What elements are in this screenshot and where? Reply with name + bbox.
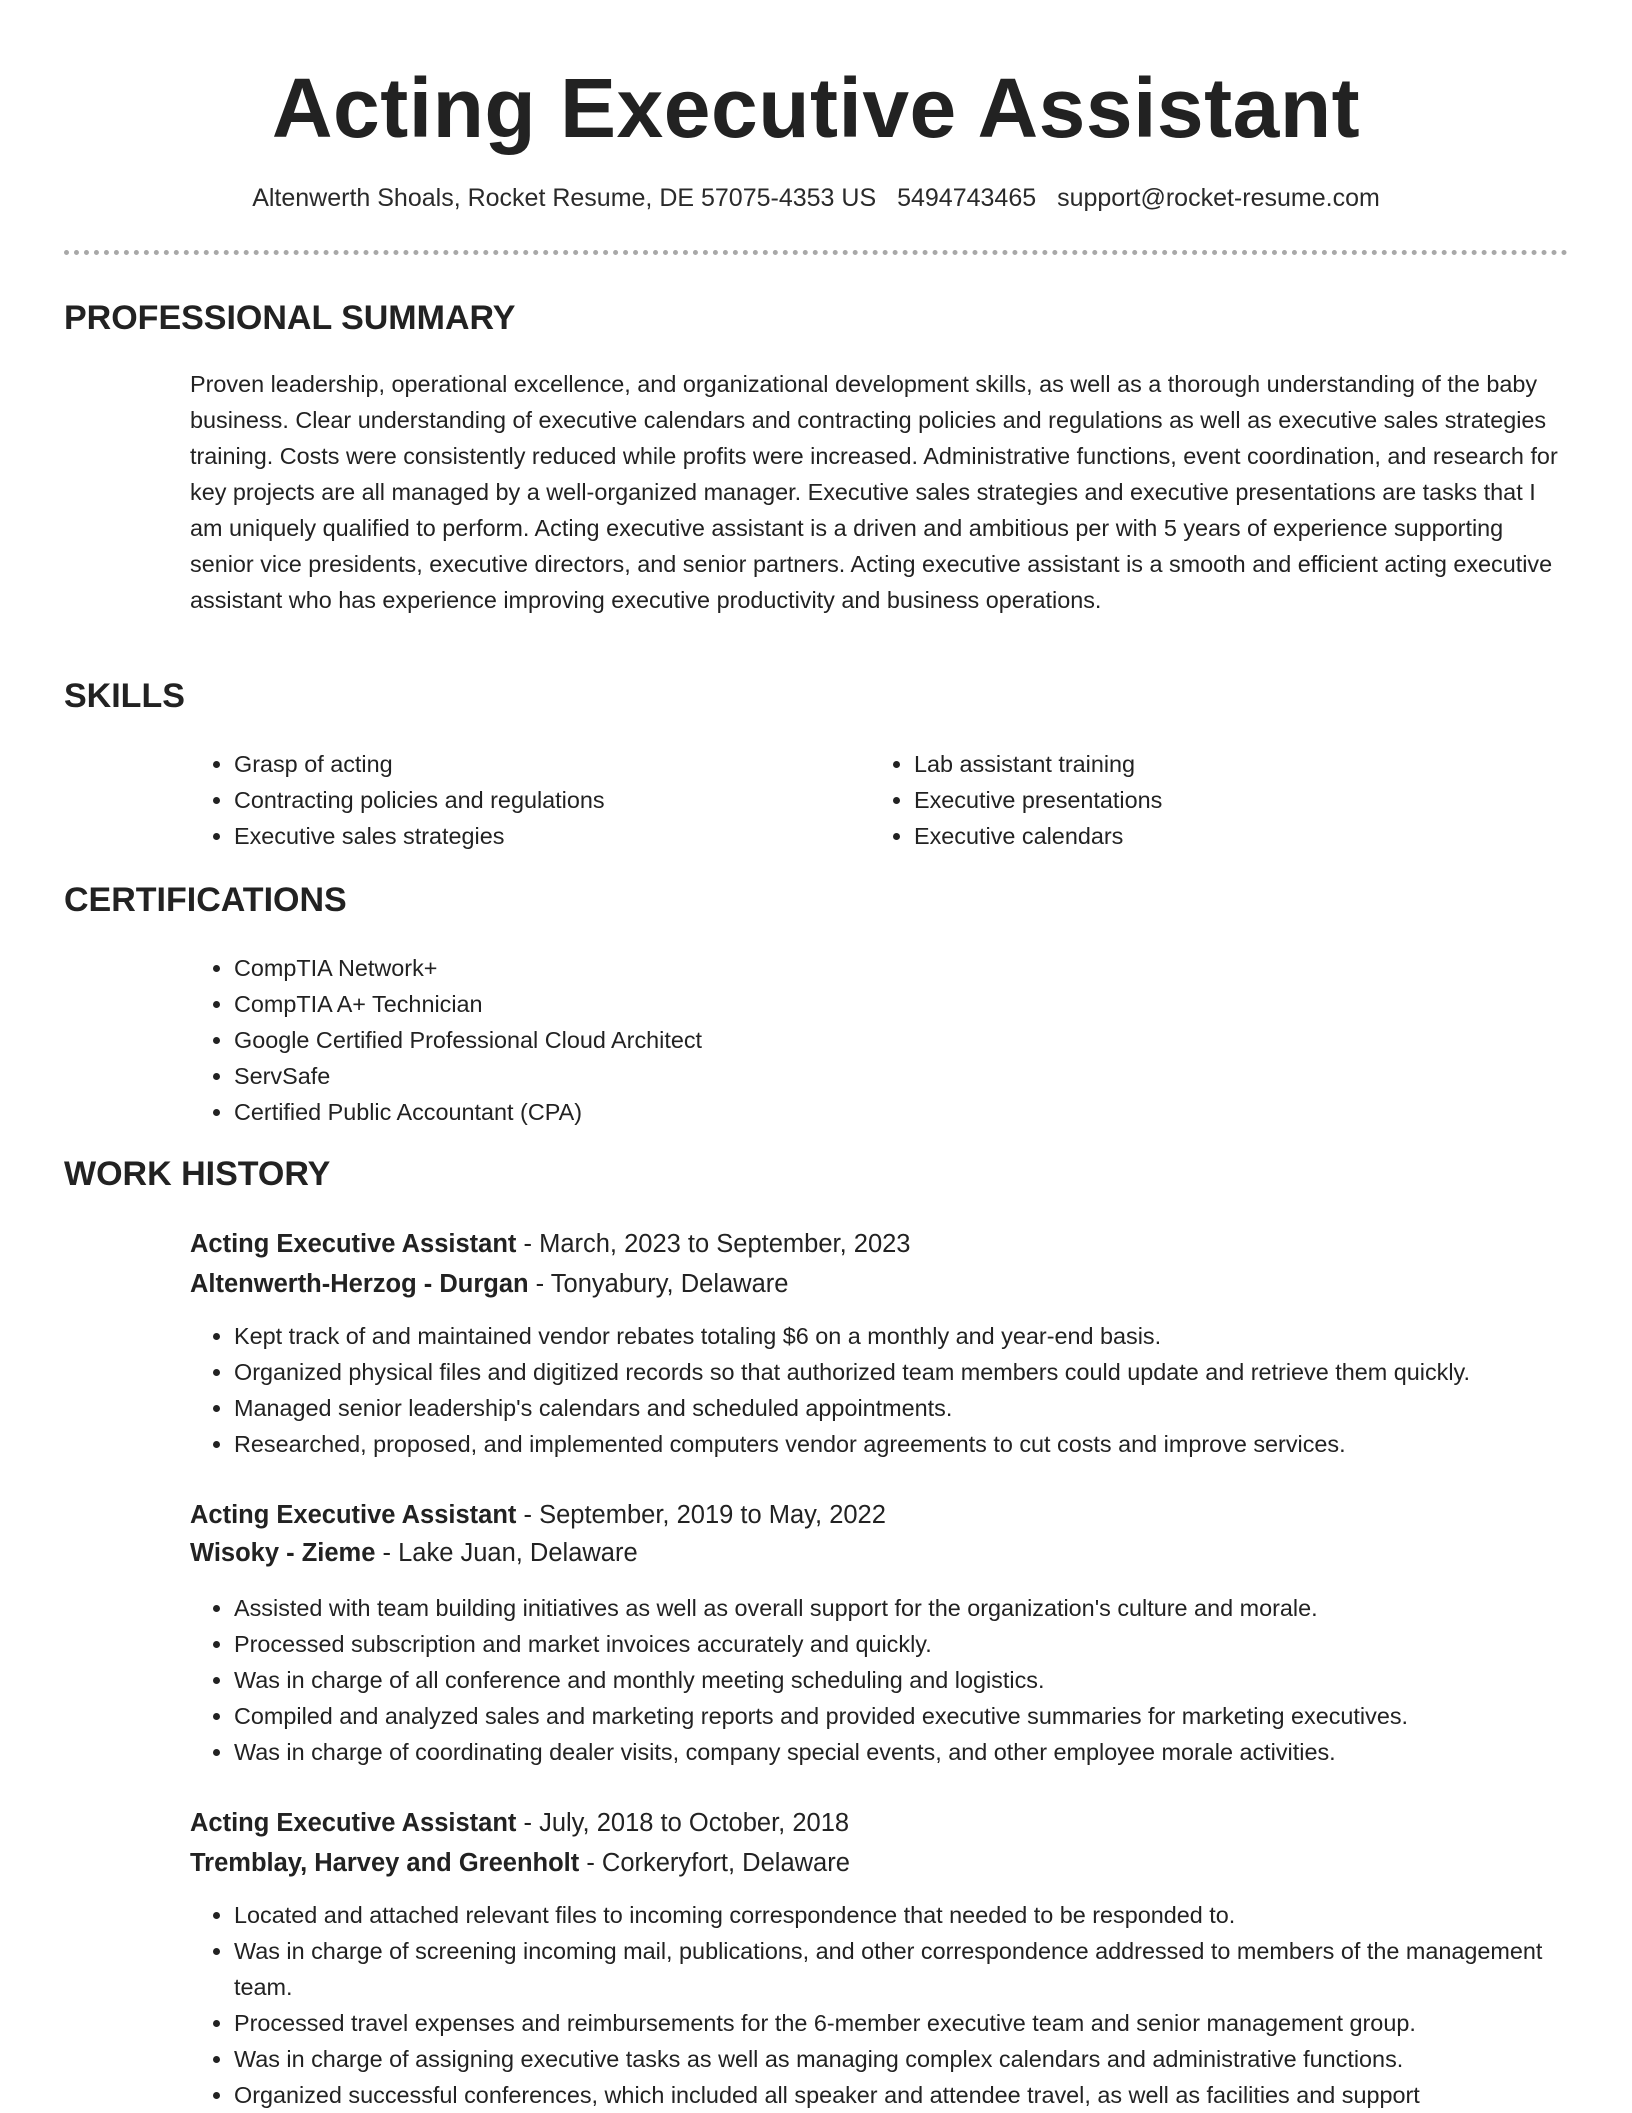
job-company: Wisoky - Zieme — [190, 1539, 376, 1567]
job-company: Tremblay, Harvey and Greenholt — [190, 1849, 580, 1877]
job-bullet: • Was in charge of all conference and monthly meeting scheduling and logistics. — [234, 1662, 1624, 1698]
job-role: Acting Executive Assistant — [190, 1501, 517, 1529]
skill-item: • Executive presentations — [914, 782, 1514, 818]
certification-item: • Google Certified Professional Cloud Architect — [234, 1022, 1534, 1058]
job-location: - Lake Juan, Delaware — [375, 1539, 638, 1567]
job-title-line — [190, 1496, 886, 1534]
contact-line — [0, 180, 1632, 216]
skill-item: • Lab assistant training — [914, 746, 1514, 782]
certification-item: • CompTIA Network+ — [234, 950, 1534, 986]
skills-list-right — [870, 746, 1514, 854]
skills-list-left — [190, 746, 834, 854]
certification-item: • CompTIA A+ Technician — [234, 986, 1534, 1022]
job-bullet: • Assisted with team building initiatives as well as overall support for the organization's culture and morale. — [234, 1590, 1624, 1626]
job-company-line — [190, 1844, 850, 1882]
certification-item: • ServSafe — [234, 1058, 1534, 1094]
contact-phone: 5494743465 — [897, 184, 1037, 212]
job-company: Altenwerth-Herzog - Durgan — [190, 1270, 529, 1298]
header-divider — [64, 250, 1568, 255]
job-location: - Tonyabury, Delaware — [528, 1270, 789, 1298]
skill-item: • Grasp of acting — [234, 746, 834, 782]
job-bullet: • Processed travel expenses and reimbursements for the 6-member executive team and senior management group. — [234, 2005, 1554, 2041]
job-role: Acting Executive Assistant — [190, 1230, 517, 1258]
work-history-heading: WORK HISTORY — [64, 1155, 331, 1193]
job-bullets — [190, 1590, 1624, 1770]
job-dates: - July, 2018 to October, 2018 — [516, 1809, 850, 1837]
job-bullet: • Organized successful conferences, which included all speaker and attendee travel, as well as facilities and support — [234, 2077, 1554, 2113]
job-company-line — [190, 1265, 788, 1303]
job-role: Acting Executive Assistant — [190, 1809, 517, 1837]
job-bullets — [190, 1897, 1554, 2113]
job-location: - Corkeryfort, Delaware — [579, 1849, 850, 1877]
contact-address: Altenwerth Shoals, Rocket Resume, DE 57075-4353 US — [252, 184, 877, 212]
job-title-line — [190, 1804, 849, 1842]
job-bullet: • Compiled and analyzed sales and marketing reports and provided executive summaries for marketing executives. — [234, 1698, 1624, 1734]
skill-item: • Contracting policies and regulations — [234, 782, 834, 818]
certifications-list — [190, 950, 1534, 1130]
job-company-line — [190, 1534, 638, 1572]
contact-email: support@rocket-resume.com — [1057, 184, 1380, 212]
summary-heading: PROFESSIONAL SUMMARY — [64, 299, 516, 337]
summary-text: Proven leadership, operational excellence, and organizational development skills, as well as a thorough understanding of the baby business. Clear understanding of executive calendars and contracting policies and regulations as well as executive sales strategies training. Costs were consistently reduced while profits were increased. Administrative functions, event coordination, and research for key projects are all managed by a well-organized manager. Executive sales strategies and executive presentations are tasks that I am uniquely qualified to perform. Acting executive assistant is a driven and ambitious per with 5 years of experience supporting senior vice presidents, executive directors, and senior partners. Acting executive assistant is a smooth and efficient acting executive assistant who has experience improving executive productivity and business operations. — [190, 371, 1558, 613]
job-dates: - March, 2023 to September, 2023 — [516, 1230, 911, 1258]
job-bullet: • Researched, proposed, and implemented computers vendor agreements to cut costs and improve services. — [234, 1426, 1624, 1462]
job-bullet: • Kept track of and maintained vendor rebates totaling $6 on a monthly and year-end basis. — [234, 1318, 1624, 1354]
job-bullet: • Was in charge of screening incoming mail, publications, and other correspondence addressed to members of the management team. — [234, 1933, 1554, 2005]
resume-name: Acting Executive Assistant — [271, 61, 1361, 155]
job-dates: - September, 2019 to May, 2022 — [516, 1501, 886, 1529]
job-bullet: • Processed subscription and market invoices accurately and quickly. — [234, 1626, 1624, 1662]
skills-heading: SKILLS — [64, 677, 185, 715]
job-bullet: • Organized physical files and digitized records so that authorized team members could update and retrieve them quickly. — [234, 1354, 1624, 1390]
skill-item: • Executive calendars — [914, 818, 1514, 854]
certification-item: • Certified Public Accountant (CPA) — [234, 1094, 1534, 1130]
job-bullet: • Located and attached relevant files to incoming correspondence that needed to be responded to. — [234, 1897, 1554, 1933]
job-bullets — [190, 1318, 1624, 1462]
job-title-line — [190, 1225, 911, 1263]
certifications-heading: CERTIFICATIONS — [64, 881, 347, 919]
job-bullet: • Was in charge of assigning executive tasks as well as managing complex calendars and administrative functions. — [234, 2041, 1554, 2077]
skill-item: • Executive sales strategies — [234, 818, 834, 854]
job-bullet: • Managed senior leadership's calendars and scheduled appointments. — [234, 1390, 1624, 1426]
job-bullet: • Was in charge of coordinating dealer visits, company special events, and other employee morale activities. — [234, 1734, 1624, 1770]
